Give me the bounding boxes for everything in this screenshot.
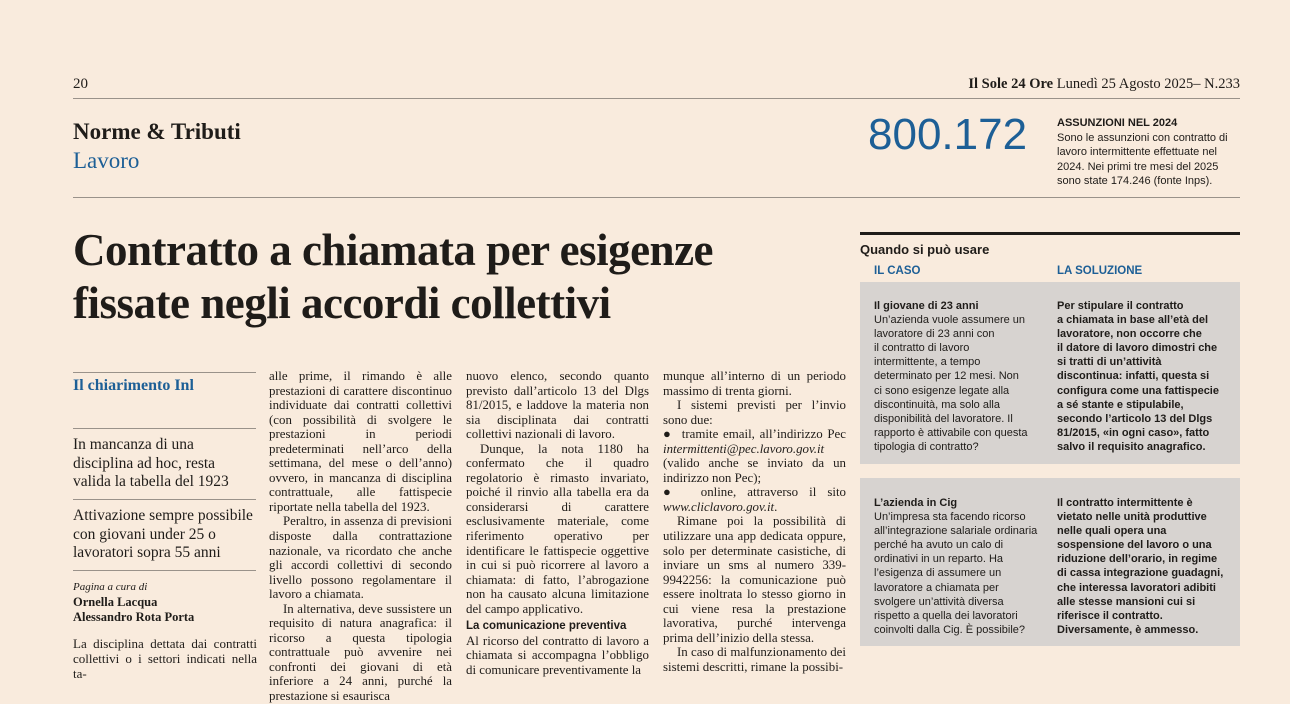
solution-line: che interessa lavoratori adibiti xyxy=(1057,581,1216,594)
bullet-item xyxy=(663,427,846,485)
paragraph: In alternativa, deve sussistere un requisito di natura anagrafica: il ricorso a questa tipologia contrattuale può avvenire nei confronti dei giovani di età inferiore a 24 anni, purché la prestazione si esaurisca xyxy=(269,601,452,704)
solution-line: il datore di lavoro dimostri che xyxy=(1057,342,1218,355)
paragraph: Dunque, la nota 1180 ha confermato che il quadro regolatorio è rimasto invariato, poiché il rinvio alla tabella era da considerarsi di carattere esclusivamente materiale, come riferimento operativo per identificare le fattispecie oggettive in cui si può ricorrere al lavoro a chiamata: di fatto, l’abrogazione non ha causato alcuna limitazione del campo applicativo. xyxy=(466,441,649,616)
masthead-brand: Il Sole 24 Ore xyxy=(968,76,1054,92)
case-box-1 xyxy=(860,282,1240,464)
solution-line: si tratti di un’attività xyxy=(1057,356,1162,369)
case-line: perché ha avuto un calo di xyxy=(874,539,1004,552)
credits-names xyxy=(73,595,194,624)
solution-line: riferisce il contratto. xyxy=(1057,609,1163,622)
case-2 xyxy=(874,496,1044,637)
case-title: L’azienda in Cig xyxy=(874,497,958,509)
solution-line: Per stipulare il contratto xyxy=(1057,300,1184,312)
bullet-text: . xyxy=(774,499,778,514)
case-line: il contratto di lavoro xyxy=(874,342,970,355)
section-title: Norme & Tributi xyxy=(73,119,241,144)
article-lead: La disciplina dettata dai contratti collettivi o i settori indicati nella ta- xyxy=(73,636,257,681)
solution-line: 81/2015, «in ogni caso», fatto xyxy=(1057,426,1210,439)
bullet-item xyxy=(663,485,846,514)
side-rule xyxy=(73,428,256,429)
bullet-icon: ● xyxy=(663,427,673,442)
paragraph: nuovo elenco, secondo quanto previsto dall’articolo 13 del Dlgs 81/2015, e laddove la materia non sia disciplinata dai contratti collettivi nazionali di lavoro. xyxy=(466,369,649,442)
side-kicker: Il chiarimento Inl xyxy=(73,377,194,394)
stat-line: Sono le assunzioni con contratto di xyxy=(1057,132,1228,144)
case-line: Un’azienda vuole assumere un xyxy=(874,314,1026,327)
body-column-3 xyxy=(663,369,846,674)
solution-line: secondo l’articolo 13 del Dlgs xyxy=(1057,412,1213,425)
case-line: intermittente, a tempo xyxy=(874,356,981,369)
bullet-text: online, attraverso il sito xyxy=(700,485,846,500)
case-line: svolgere un’attività diversa xyxy=(874,595,1004,608)
solution-line: nelle quali opera una xyxy=(1057,525,1167,538)
pec-address: intermittenti@pec.lavoro.gov.it xyxy=(663,441,825,456)
website-address: www.cliclavoro.gov.it xyxy=(663,499,775,514)
article-headline xyxy=(73,224,833,330)
stat-line: 2024. Nei primi tre mesi del 2025 xyxy=(1057,160,1219,173)
solution-line: vietato nelle unità produttive xyxy=(1057,511,1207,524)
author-name: Ornella Lacqua xyxy=(73,595,158,609)
box-head-case: IL CASO xyxy=(874,265,921,277)
body-column-2 xyxy=(466,369,649,677)
solution-line: salvo il requisito anagrafico. xyxy=(1057,440,1206,453)
side-rule xyxy=(73,570,256,571)
solution-line: alle stesse mansioni cui si xyxy=(1057,595,1196,608)
paragraph: Rimane poi la possibilità di utilizzare una app dedicata oppure, solo per determinate casistiche, di inviare un sms al numero 339-9942256: la comunicazione può essere inoltrata lo stesso giorno in cui viene resa la prestazione lavorativa, purché intervenga prima dell’inizio della stessa. xyxy=(663,514,846,645)
solution-line: Il contratto intermittente è xyxy=(1057,497,1193,509)
masthead-issue: – N.233 xyxy=(1193,76,1240,92)
solution-line: lavoratore, non occorre che xyxy=(1057,328,1202,341)
case-line: lavoratore di 23 anni con xyxy=(874,328,995,341)
stat-description xyxy=(1057,131,1242,188)
box-head-solution: LA SOLUZIONE xyxy=(1057,265,1143,277)
case-line: lavoratore a chiamata per xyxy=(874,581,999,594)
solution-line: configura come una fattispecie xyxy=(1057,384,1219,397)
bullet-text: tramite email, all’indirizzo Pec xyxy=(681,427,846,442)
box-top-rule xyxy=(860,232,1240,235)
case-box-2 xyxy=(860,478,1240,646)
section-subtitle: Lavoro xyxy=(73,148,140,173)
section-rule xyxy=(73,197,1240,198)
case-1 xyxy=(874,299,1044,454)
case-line: ordinativi in un reparto. Ha xyxy=(874,553,1004,566)
author-name: Alessandro Rota Porta xyxy=(73,609,195,624)
case-line: l’esigenza di assumere un xyxy=(874,567,1002,580)
case-line: rispetto a quella dei lavoratori xyxy=(874,609,1018,622)
solution-line: discontinua: infatti, questa si xyxy=(1057,370,1210,383)
page-number: 20 xyxy=(73,76,88,92)
body-column-1 xyxy=(269,369,452,704)
case-line: all’integrazione salariale ordinaria xyxy=(874,525,1038,538)
case-line: Un’impresa sta facendo ricorso xyxy=(874,511,1026,524)
bullet-icon: ● xyxy=(663,485,679,500)
paragraph: I sistemi previsti per l’invio sono due: xyxy=(663,398,846,427)
solution-line: a chiamata in base all’età del xyxy=(1057,314,1209,327)
case-line: ci sono esigenze legate alla xyxy=(874,384,1010,397)
case-line: tipologia di contratto? xyxy=(874,440,979,453)
masthead-date: Lunedì 25 Agosto 2025 xyxy=(1056,76,1194,92)
case-line: disponibilità del lavoratore. Il xyxy=(874,412,1013,425)
headline-line-1: Contratto a chiamata per esigenze xyxy=(73,225,714,275)
solution-1 xyxy=(1057,299,1237,454)
solution-2 xyxy=(1057,496,1237,637)
case-line: determinato per 12 mesi. Non xyxy=(874,370,1019,383)
stat-heading: ASSUNZIONI NEL 2024 xyxy=(1057,117,1178,129)
stat-number: 800.172 xyxy=(868,110,1028,159)
solution-line: sospensione del lavoro o una xyxy=(1057,539,1212,552)
paragraph: Peraltro, in assenza di previsioni disposte dalla contrattazione nazionale, va ricordato che anche gli accordi collettivi di secondo livello possono regolamentare il lavoro a chiamata. xyxy=(269,514,452,602)
case-line: rapporto è attivabile con questa xyxy=(874,426,1028,439)
box-title: Quando si può usare xyxy=(860,242,990,257)
solution-line: Diversamente, è ammesso. xyxy=(1057,623,1199,636)
paragraph: Al ricorso del contratto di lavoro a chiamata si accompagna l’obbligo di comunicare preventivamente la xyxy=(466,633,649,677)
solution-line: a sé stante e stipulabile, xyxy=(1057,398,1184,411)
side-summary-2: Attivazione sempre possibile con giovani under 25 o lavoratori sopra 55 anni xyxy=(73,507,253,562)
bullet-text: (valido anche se inviato da un indirizzo non Pec); xyxy=(663,456,846,485)
case-line: discontinuità, ma solo alla xyxy=(874,398,1000,411)
paragraph: In caso di malfunzionamento dei sistemi descritti, rimane la possibi- xyxy=(663,645,846,674)
solution-line: di cassa integrazione guadagni, xyxy=(1057,567,1224,580)
side-rule xyxy=(73,372,256,373)
side-rule xyxy=(73,499,256,500)
headline-line-2: fissate negli accordi collettivi xyxy=(73,278,611,328)
credits-intro: Pagina a cura di xyxy=(73,581,148,593)
case-line: coinvolti dalla Cig. È possibile? xyxy=(874,623,1026,636)
solution-line: riduzione dell’orario, in regime xyxy=(1057,553,1218,566)
stat-line: sono state 174.246 (fonte Inps). xyxy=(1057,174,1213,187)
paragraph: munque all’interno di un periodo massimo di trenta giorni. xyxy=(663,369,846,398)
top-rule xyxy=(73,98,1240,99)
side-summary-1: In mancanza di una disciplina ad hoc, resta valida la tabella del 1923 xyxy=(73,436,229,491)
stat-line: lavoro intermittente effettuate nel xyxy=(1057,146,1218,159)
case-title: Il giovane di 23 anni xyxy=(874,300,979,312)
masthead xyxy=(840,76,1240,93)
subheading: La comunicazione preventiva xyxy=(466,620,627,633)
paragraph: alle prime, il rimando è alle prestazioni di carattere discontinuo individuate dai contratti collettivi (con possibilità di svolgere le prestazioni in periodi predeterminati nell’arco della settimana, del mese o dell’anno) ovvero, in mancanza di disciplina contrattuale, alle fattispecie riportate nella tabella del 1923. xyxy=(269,369,452,514)
